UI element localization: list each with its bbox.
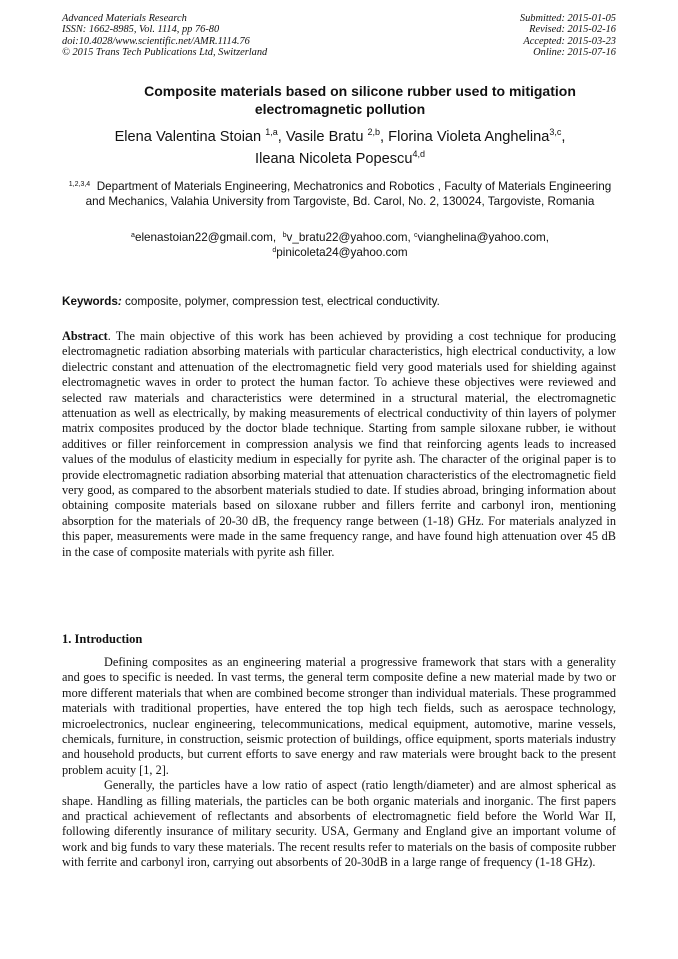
accepted-date: Accepted: 2015-03-23 xyxy=(523,35,616,47)
online-date: Online: 2015-07-16 xyxy=(533,47,616,59)
author-name: Florina Violeta Anghelina xyxy=(388,129,550,145)
keywords-text: composite, polymer, compression test, electrical conductivity. xyxy=(121,295,440,308)
paragraph: Defining composites as an engineering material a progressive framework that stars with a generality and goes to specific is needed. In vast terms, the general term composite define a new material made by two or more different materials that when are combined become stronger than individual materials. These programmed materials with traditional properties, have entered the top high tech fields, such as aerospace technology, microelectronics, nuclear engineering, telecommunications, medical equipment, automotive, marine vessels, chemicals, furniture, in construction, seismic protection of buildings, office equipment, sports materials industry and household products, but current efforts to save energy and raw materials were brought back to the present problem acuity [1, 2]. xyxy=(62,655,616,777)
author-superscript: 4,d xyxy=(412,149,425,159)
email-superscript: c xyxy=(414,232,418,239)
section-body xyxy=(62,655,616,871)
author-name: Vasile Bratu xyxy=(285,129,364,145)
abstract xyxy=(62,329,616,560)
email-address[interactable]: v_bratu22@yahoo.com, xyxy=(286,231,411,244)
email-address[interactable]: elenastoian22@gmail.com, xyxy=(134,231,277,244)
section-heading: 1. Introduction xyxy=(62,632,143,646)
authors-line-2 xyxy=(40,148,640,170)
doi: doi:10.4028/www.scientific.net/AMR.1114.76 xyxy=(62,35,250,47)
author-separator: , xyxy=(277,129,286,145)
copyright: © 2015 Trans Tech Publications Ltd, Switzerland xyxy=(62,47,268,59)
journal-name: Advanced Materials Research xyxy=(62,13,187,24)
keywords-label: Keywords xyxy=(62,295,118,308)
abstract-label: Abstract xyxy=(62,329,108,343)
author-name: Ileana Nicoleta Popescu xyxy=(255,151,413,167)
abstract-text: . The main objective of this work has been achieved by providing a cost technique for producing electromagnetic radiation absorbing materials with particular characteristics, high electrical conductivity, a low dielectric constant and attenuation of the electromagnetic field very good materials used for shielding against electromagnetic waves in order to protect the human factor. To achieve these objectives were reviewed and selected raw materials and characteristics were determined in a structural material, the electromagnetic attenuation as well as electrically, by making measurements of electrical conductivity of thin layers of polymer matrix composites produced by the doctor blade technique. Starting from sample siloxane rubber, ie without additives or filler reinforcement in compression analysis we find that reinforcing agents leads to increased values of the modulus of elasticity medium in especially for pyrite ash. The character of the original paper is to provide electromagnetic radiation absorbing material that attenuation characteristics of the electromagnetic field very good, as compared to the absorbent materials studied to date. If studies abroad, bringing information about obtaining composite materials based on siloxane rubber and fillers ferrite and carbonyl iron, mentioning absorption for the materials of 20-30 dB, the frequency range between (1-18) GHz. For materials analyzed in this paper, measurements were made in the same frequency range, and have found high attenuation over 45 dB in the case of composite materials with pyrite ash filler. xyxy=(62,329,616,559)
author-emails xyxy=(62,231,618,260)
author-separator: , xyxy=(561,129,566,145)
email-address[interactable]: pinicoleta24@yahoo.com xyxy=(276,245,408,259)
keywords xyxy=(62,295,618,309)
email-superscript: d xyxy=(272,246,277,254)
issn: ISSN: 1662-8985, Vol. 1114, pp 76-80 xyxy=(62,24,220,36)
paper-title xyxy=(62,82,618,118)
affiliation-text: Department of Materials Engineering, Mechatronics and Robotics , Faculty of Materials Engineering and Mechanics, Valahia University from Targoviste, Bd. Carol, No. 2, 130024, Targoviste, Romania xyxy=(85,180,612,208)
emails-line-1 xyxy=(62,231,618,246)
title-line-2: electromagnetic pollution xyxy=(254,101,426,117)
author-superscript: 2,b xyxy=(367,127,381,137)
authors-line-1 xyxy=(40,126,640,148)
publication-dates xyxy=(520,13,616,59)
email-address[interactable]: vianghelina@yahoo.com, xyxy=(417,231,549,244)
email-superscript: a xyxy=(131,232,135,239)
paragraph: Generally, the particles have a low ratio of aspect (ratio length/diameter) and are almost spherical as shape. Handling as filling materials, the particles can be both organic materials and inorganic. The first papers and practical achievement of reflectants and absorbents of electromagnetic field before the World War II, following diferently insurance of military security. USA, Germany and England give an important volume of work and big funds to vary these materials. The recent results refer to materials on the basis of composite rubber with ferrite and carbonyl iron, carrying out absorbents of 20-30dB in a large range of frequency (1-18 GHz). xyxy=(62,778,616,870)
author-superscript: 1,a xyxy=(265,127,278,137)
author-list xyxy=(40,126,640,170)
title-line-1: Composite materials based on silicone rubber used to mitigation xyxy=(144,83,576,99)
affiliation xyxy=(62,180,618,209)
submitted-date: Submitted: 2015-01-05 xyxy=(519,13,616,24)
keywords-colon: : xyxy=(117,295,122,308)
affiliation-superscript: 1,2,3,4 xyxy=(68,181,91,188)
revised-date: Revised: 2015-02-16 xyxy=(529,24,616,36)
author-superscript: 3,c xyxy=(549,127,562,137)
author-name: Elena Valentina Stoian xyxy=(114,129,262,145)
emails-line-2 xyxy=(62,246,618,261)
email-superscript: b xyxy=(282,232,287,239)
journal-info xyxy=(62,13,267,59)
author-separator: , xyxy=(380,129,389,145)
